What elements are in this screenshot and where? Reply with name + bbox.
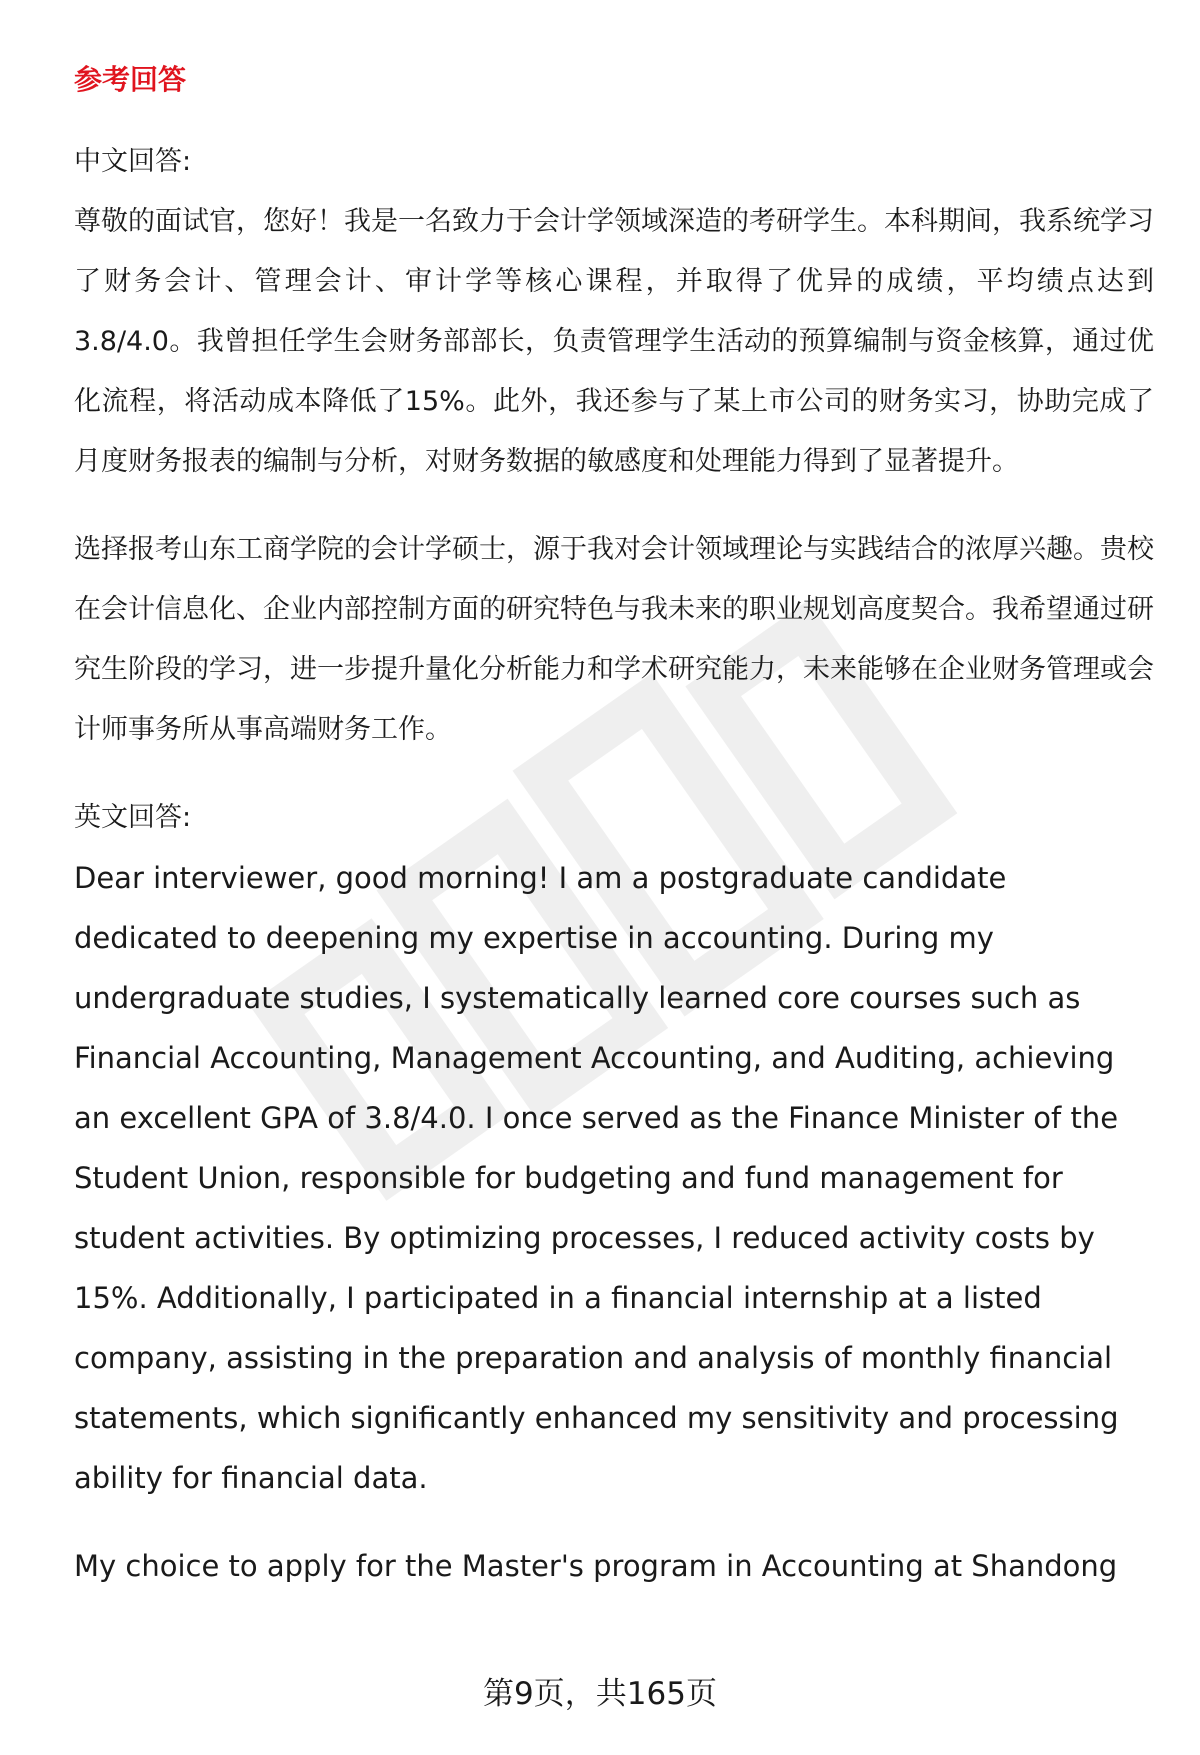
chinese-answer-label: 中文回答:: [74, 146, 192, 177]
chinese-paragraph-1: 尊敬的面试官，您好！我是一名致力于会计学领域深造的考研学生。本科期间，我系统学习了财务会计、管理会计、审计学等核心课程，并取得了优异的成绩，平均绩点达到3.8/4.0。我曾担任学生会财务部部长，负责管理学生活动的预算编制与资金核算，通过优化流程，将活动成本降低了15%。此外，我还参与了某上市公司的财务实习，协助完成了月度财务报表的编制与分析，对财务数据的敏感度和处理能力得到了显著提升。: [74, 206, 1154, 477]
english-answer-label: 英文回答:: [74, 802, 192, 833]
english-paragraph-1: Dear interviewer, good morning! I am a postgraduate candidate dedicated to deepening my expertise in accounting. During my undergraduate studies, I systematically learned core courses such as Financial Accounting, Management Accounting, and Auditing, achieving an excellent GPA of 3.8/4.0. I once served as the Finance Minister of the Student Union, responsible for budgeting and fund management for student activities. By optimizing processes, I reduced activity costs by 15%. Additionally, I participated in a financial internship at a listed company, assisting in the preparation and analysis of monthly financial statements, which significantly enhanced my sensitivity and processing ability for financial data.: [74, 861, 1119, 1495]
section-heading: 参考回答: [74, 63, 187, 96]
document-page: [74, 50, 1154, 1624]
page-number-footer: 第9页，共165页: [483, 1676, 717, 1712]
english-paragraph-2: My choice to apply for the Master's program in Accounting at Shandong: [74, 1549, 1118, 1583]
chinese-paragraph-2: 选择报考山东工商学院的会计学硕士，源于我对会计领域理论与实践结合的浓厚兴趣。贵校在会计信息化、企业内部控制方面的研究特色与我未来的职业规划高度契合。我希望通过研究生阶段的学习，进一步提升量化分析能力和学术研究能力，未来能够在企业财务管理或会计师事务所从事高端财务工作。: [74, 534, 1154, 745]
